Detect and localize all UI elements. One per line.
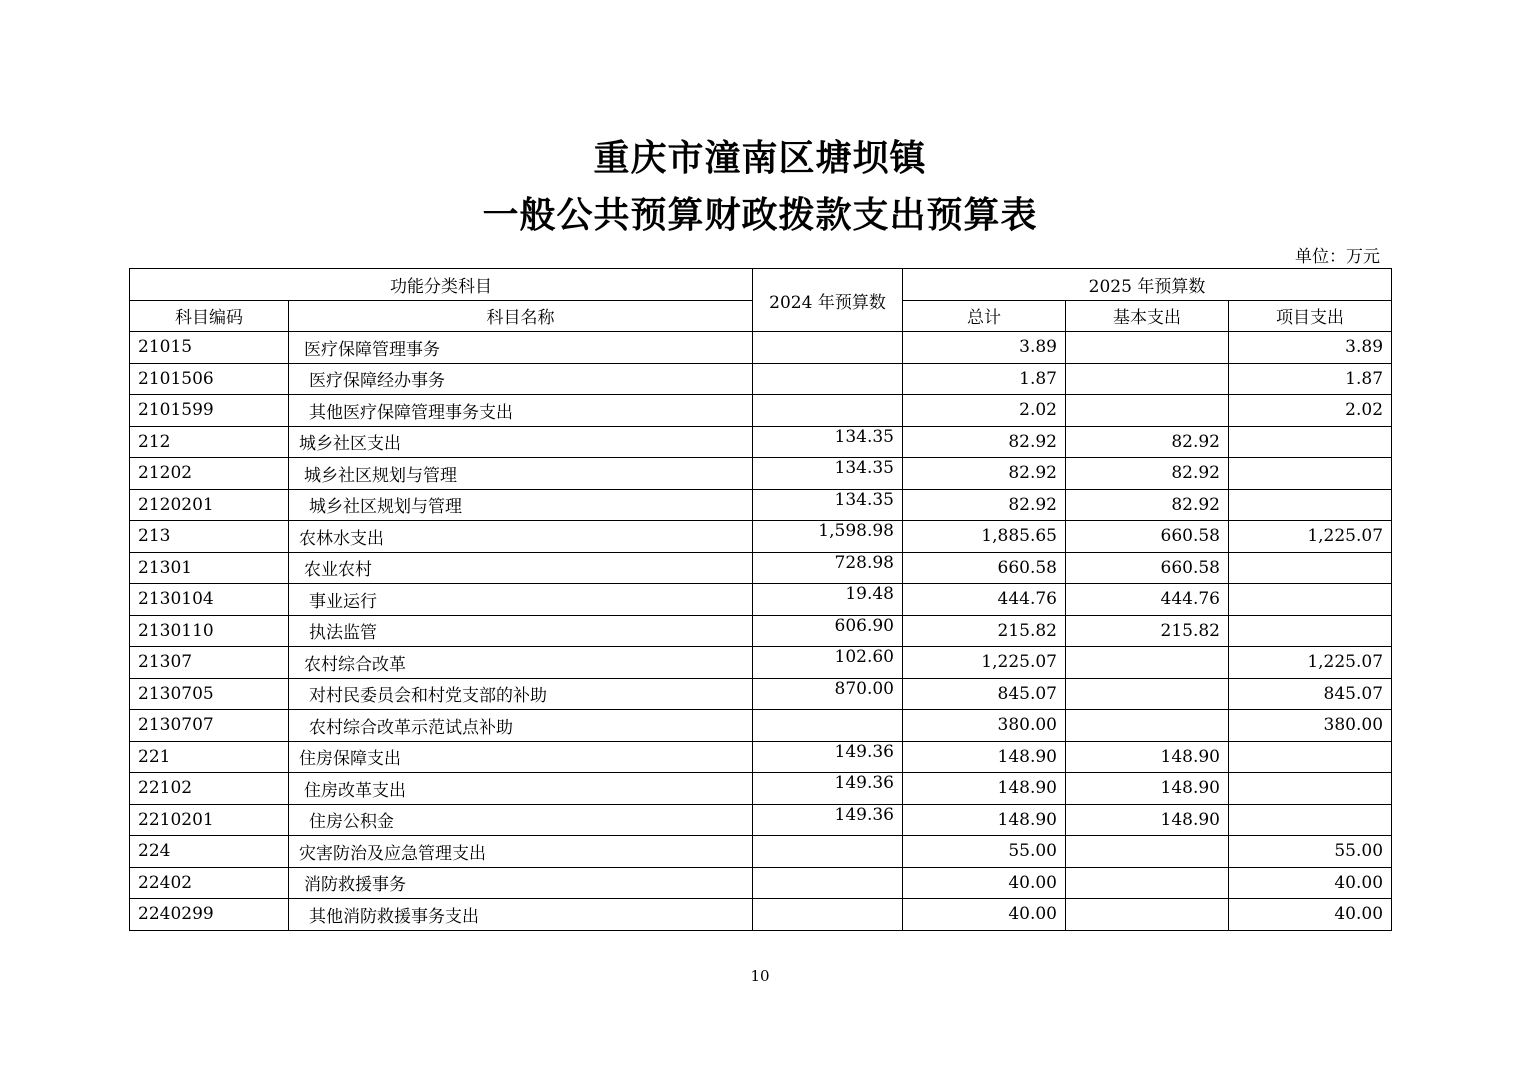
table-row (130, 395, 1392, 427)
row-code: 224 (130, 836, 289, 868)
row-project: 40.00 (1229, 899, 1392, 931)
row-budget-2024 (753, 867, 903, 899)
header-name: 科目名称 (289, 300, 753, 332)
row-total: 380.00 (903, 710, 1066, 742)
row-code: 22402 (130, 867, 289, 899)
row-project: 3.89 (1229, 332, 1392, 364)
table-row (130, 899, 1392, 931)
table-row (130, 678, 1392, 710)
row-name: 农村综合改革示范试点补助 (289, 710, 753, 742)
row-total: 82.92 (903, 489, 1066, 521)
row-budget-2024: 134.35 (753, 458, 903, 490)
row-code: 21015 (130, 332, 289, 364)
row-basic (1066, 647, 1229, 679)
row-budget-2024 (753, 899, 903, 931)
row-code: 2120201 (130, 489, 289, 521)
row-code: 2130707 (130, 710, 289, 742)
table-row (130, 615, 1392, 647)
row-total: 2.02 (903, 395, 1066, 427)
row-name: 农村综合改革 (289, 647, 753, 679)
row-basic: 148.90 (1066, 773, 1229, 805)
row-budget-2024: 102.60 (753, 647, 903, 679)
row-name: 执法监管 (289, 615, 753, 647)
row-name: 住房公积金 (289, 804, 753, 836)
row-total: 660.58 (903, 552, 1066, 584)
row-basic: 215.82 (1066, 615, 1229, 647)
table-row (130, 584, 1392, 616)
row-total: 82.92 (903, 426, 1066, 458)
row-total: 40.00 (903, 867, 1066, 899)
row-project (1229, 804, 1392, 836)
table-row (130, 363, 1392, 395)
header-project: 项目支出 (1229, 300, 1392, 332)
table-row (130, 332, 1392, 364)
table-row (130, 804, 1392, 836)
row-code: 21202 (130, 458, 289, 490)
row-name: 城乡社区规划与管理 (289, 458, 753, 490)
row-name: 其他医疗保障管理事务支出 (289, 395, 753, 427)
row-total: 1,885.65 (903, 521, 1066, 553)
table-row (130, 521, 1392, 553)
row-basic (1066, 678, 1229, 710)
row-project (1229, 773, 1392, 805)
row-total: 148.90 (903, 773, 1066, 805)
row-code: 2130110 (130, 615, 289, 647)
row-name: 事业运行 (289, 584, 753, 616)
row-budget-2024: 606.90 (753, 615, 903, 647)
document-title-line2: 一般公共预算财政拨款支出预算表 (482, 194, 1038, 236)
row-project (1229, 489, 1392, 521)
row-total: 845.07 (903, 678, 1066, 710)
row-project (1229, 458, 1392, 490)
row-code: 2240299 (130, 899, 289, 931)
row-total: 55.00 (903, 836, 1066, 868)
row-basic: 660.58 (1066, 521, 1229, 553)
row-budget-2024 (753, 836, 903, 868)
row-budget-2024: 149.36 (753, 773, 903, 805)
row-project: 55.00 (1229, 836, 1392, 868)
row-budget-2024: 870.00 (753, 678, 903, 710)
row-code: 21307 (130, 647, 289, 679)
row-budget-2024: 134.35 (753, 426, 903, 458)
row-project: 380.00 (1229, 710, 1392, 742)
row-code: 22102 (130, 773, 289, 805)
row-total: 215.82 (903, 615, 1066, 647)
row-budget-2024: 149.36 (753, 804, 903, 836)
row-budget-2024: 149.36 (753, 741, 903, 773)
table-row (130, 647, 1392, 679)
row-project: 845.07 (1229, 678, 1392, 710)
row-project (1229, 426, 1392, 458)
row-basic (1066, 899, 1229, 931)
row-project: 40.00 (1229, 867, 1392, 899)
table-row (130, 773, 1392, 805)
row-basic: 660.58 (1066, 552, 1229, 584)
row-project: 2.02 (1229, 395, 1392, 427)
table-row (130, 426, 1392, 458)
row-name: 对村民委员会和村党支部的补助 (289, 678, 753, 710)
row-total: 1.87 (903, 363, 1066, 395)
row-code: 212 (130, 426, 289, 458)
row-total: 148.90 (903, 804, 1066, 836)
row-project (1229, 552, 1392, 584)
row-code: 221 (130, 741, 289, 773)
row-name: 其他消防救援事务支出 (289, 899, 753, 931)
row-total: 40.00 (903, 899, 1066, 931)
row-basic: 82.92 (1066, 489, 1229, 521)
row-total: 444.76 (903, 584, 1066, 616)
document-title-line1: 重庆市潼南区塘坝镇 (593, 137, 927, 179)
row-name: 住房保障支出 (289, 741, 753, 773)
table-row (130, 489, 1392, 521)
header-code: 科目编码 (130, 300, 289, 332)
page-number: 10 (750, 967, 770, 985)
row-basic: 148.90 (1066, 741, 1229, 773)
header-functional-category: 功能分类科目 (130, 269, 753, 301)
table-row (130, 836, 1392, 868)
row-basic (1066, 836, 1229, 868)
row-basic: 148.90 (1066, 804, 1229, 836)
row-name: 城乡社区支出 (289, 426, 753, 458)
header-basic: 基本支出 (1066, 300, 1229, 332)
row-name: 灾害防治及应急管理支出 (289, 836, 753, 868)
table-row (130, 552, 1392, 584)
row-budget-2024: 134.35 (753, 489, 903, 521)
row-basic: 444.76 (1066, 584, 1229, 616)
row-basic (1066, 710, 1229, 742)
table-row (130, 741, 1392, 773)
table-row (130, 867, 1392, 899)
row-name: 医疗保障管理事务 (289, 332, 753, 364)
row-code: 2210201 (130, 804, 289, 836)
row-name: 住房改革支出 (289, 773, 753, 805)
row-code: 2130705 (130, 678, 289, 710)
row-project: 1.87 (1229, 363, 1392, 395)
budget-table (129, 268, 1392, 931)
row-project (1229, 584, 1392, 616)
row-basic (1066, 363, 1229, 395)
row-name: 城乡社区规划与管理 (289, 489, 753, 521)
row-name: 消防救援事务 (289, 867, 753, 899)
header-budget-2024: 2024 年预算数 (753, 269, 903, 332)
row-budget-2024 (753, 395, 903, 427)
row-name: 医疗保障经办事务 (289, 363, 753, 395)
row-budget-2024 (753, 363, 903, 395)
row-budget-2024: 19.48 (753, 584, 903, 616)
row-total: 1,225.07 (903, 647, 1066, 679)
row-basic (1066, 332, 1229, 364)
row-code: 2101599 (130, 395, 289, 427)
row-budget-2024 (753, 332, 903, 364)
table-row (130, 458, 1392, 490)
row-name: 农林水支出 (289, 521, 753, 553)
row-total: 82.92 (903, 458, 1066, 490)
row-project: 1,225.07 (1229, 647, 1392, 679)
row-total: 148.90 (903, 741, 1066, 773)
row-budget-2024: 1,598.98 (753, 521, 903, 553)
row-total: 3.89 (903, 332, 1066, 364)
row-basic: 82.92 (1066, 426, 1229, 458)
row-code: 2101506 (130, 363, 289, 395)
header-total: 总计 (903, 300, 1066, 332)
row-code: 213 (130, 521, 289, 553)
row-basic (1066, 867, 1229, 899)
header-budget-2025: 2025 年预算数 (903, 269, 1392, 301)
row-code: 2130104 (130, 584, 289, 616)
row-project (1229, 741, 1392, 773)
row-project (1229, 615, 1392, 647)
row-budget-2024 (753, 710, 903, 742)
row-basic (1066, 395, 1229, 427)
unit-label: 单位：万元 (1295, 247, 1380, 267)
table-row (130, 710, 1392, 742)
row-basic: 82.92 (1066, 458, 1229, 490)
row-code: 21301 (130, 552, 289, 584)
row-budget-2024: 728.98 (753, 552, 903, 584)
row-name: 农业农村 (289, 552, 753, 584)
row-project: 1,225.07 (1229, 521, 1392, 553)
